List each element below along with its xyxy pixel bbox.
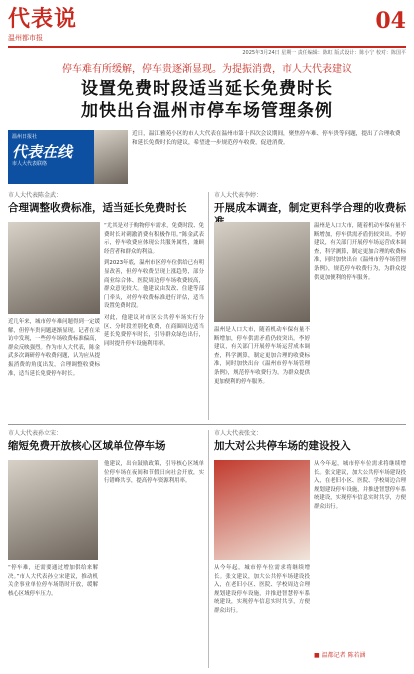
logo-title: 代表在线 — [12, 143, 73, 161]
masthead-subtitle: 温州都市报 — [8, 34, 43, 42]
banner-photo — [94, 130, 128, 184]
section-3-label: 市人大代表孙立宋： — [8, 430, 63, 437]
section-2-label: 市人大代表李婷： — [214, 192, 263, 199]
section-4-title: 加大对公共停车场的建设投入 — [214, 440, 351, 452]
masthead-rule — [8, 46, 406, 48]
section-1-body-2 — [104, 222, 204, 418]
section-1-para-4: 对此，他建议对市区公共停车场实行分区、分时段差别化收费，在商圈周边适当延长免费停车时长，引导群众绿色出行，同时提升停车设施利用率。 — [104, 314, 204, 347]
masthead — [8, 6, 406, 56]
section-4-label: 市人大代表张文： — [214, 430, 263, 437]
section-2-photo — [214, 222, 310, 322]
section-4-body-cont: 从今年起，城市停车位需求将继续增长。张文建议，加大公共停车场建设投入，在老旧小区、医院、学校周边合理规划建设停车设施，并推进智慧停车系统建设，实现停车信息实时共享，方便群众出行。 — [314, 461, 406, 510]
byline: ■ 温都记者 陈若涵 — [314, 652, 366, 659]
headline — [8, 78, 406, 122]
column-name: 代表说 — [8, 6, 78, 32]
section-4-body: 从今年起，城市停车位需求将继续增长。张文建议，加大公共停车场建设投入，在老旧小区、医院、学校周边合理规划建设停车设施，并推进智慧停车系统建设，实现停车信息实时共享，方便群众出行。 — [214, 565, 310, 614]
section-1-title: 合理调整收费标准，适当延长免费时长 — [8, 202, 187, 214]
section-2-body-cont: 温州是人口大市，随着机动车保有量不断增加，停车供需矛盾仍较突出。李婷建议，有关部门开展停车场运营成本调查，科学测算，制定更加合理的收费标准，同时加快出台《温州市停车场管理条例》，规范停车收费行为，为群众提供更加便利的停车服务。 — [314, 223, 406, 281]
page-number: 04 — [375, 8, 406, 34]
section-2-title: 开展成本调查，制定更科学合理的收费标 — [214, 202, 406, 214]
section-1-para-3: 到2023年底，温州市区停车位供给已有明显改善，但停车收费呈现上涨趋势，部分商业综合体、医院周边停车场收费较高，群众意见较大。他建议由发改、住建等部门牵头，对停车收费标准进行评估，适当设置免费时段。 — [104, 260, 204, 310]
logo-small-1: 温州日报社 — [12, 134, 38, 140]
column-logo — [8, 130, 94, 184]
headline-line-1: 设置免费时段适当延长免费时长 — [81, 79, 333, 99]
horizontal-rule — [8, 424, 406, 425]
headline-line-2: 加快出台温州市停车场管理条例 — [81, 101, 333, 121]
banner-intro: 近日，温江雅苑小区的市人大代表在温州市第十四次会议期间，聚焦停车难、停车贵等问题，提出了合理收费和延长免费时长的建议，希望进一步规范停车收费，促进消费。 — [132, 131, 401, 146]
section-3-body: 他建议，出台鼓励政策，引导核心区域单位停车场在夜间和节假日向社会开放，实行错峰共享，提高停车资源利用率。 — [104, 461, 204, 485]
section-3-title: 缩短免费开放核心区域单位停车场 — [8, 440, 166, 452]
column-divider-2 — [208, 430, 209, 668]
masthead-left — [8, 6, 77, 43]
masthead-meta: 2025年3月24日 星期一 责任编辑：陈虹 版式设计：陈小宁 校对：陈国平 — [242, 50, 406, 56]
section-1-label: 市人大代表陈金武： — [8, 192, 63, 199]
section-4-photo — [214, 460, 310, 560]
section-1-body-1: 近几年来，城市停车难问题得到一定缓解，但停车贵问题逐渐显现。记者在采访中发现，一些停车场收费标准偏高，群众反映强烈。作为市人大代表，陈金武多次调研停车收费问题，认为应从提振消费的角度出发，合理调整收费标准，适当延长免费停车时长。 — [8, 319, 100, 377]
logo-small-2: 市人大代表联络 — [12, 161, 48, 167]
column-divider-1 — [208, 192, 209, 420]
section-3-caption: “停车难，还需要通过增加供给来解决。”市人大代表孙立宋建议，推动机关企事业单位停车场错时开放，缓解核心区域停车压力。 — [8, 565, 98, 597]
headline-kicker: 停车难有所缓解，停车贵逐渐显现。为提振消费，市人大代表建议 — [62, 64, 352, 75]
section-2-body: 温州是人口大市，随着机动车保有量不断增加，停车供需矛盾仍较突出。李婷建议，有关部门开展停车场运营成本调查，科学测算，制定更加合理的收费标准，同时加快出台《温州市停车场管理条例》，规范停车收费行为，为群众提供更加便利的停车服务。 — [214, 327, 310, 385]
section-1-photo — [8, 222, 100, 314]
column-banner — [8, 130, 406, 184]
section-1-para-2: “尤其是对于购物停车需求，免费时段、免费时长对刺激消费有积极作用。”陈金武表示，停车收费应体现公共服务属性，兼顾经营者和群众的利益。 — [104, 223, 204, 255]
section-3-photo — [8, 460, 98, 560]
